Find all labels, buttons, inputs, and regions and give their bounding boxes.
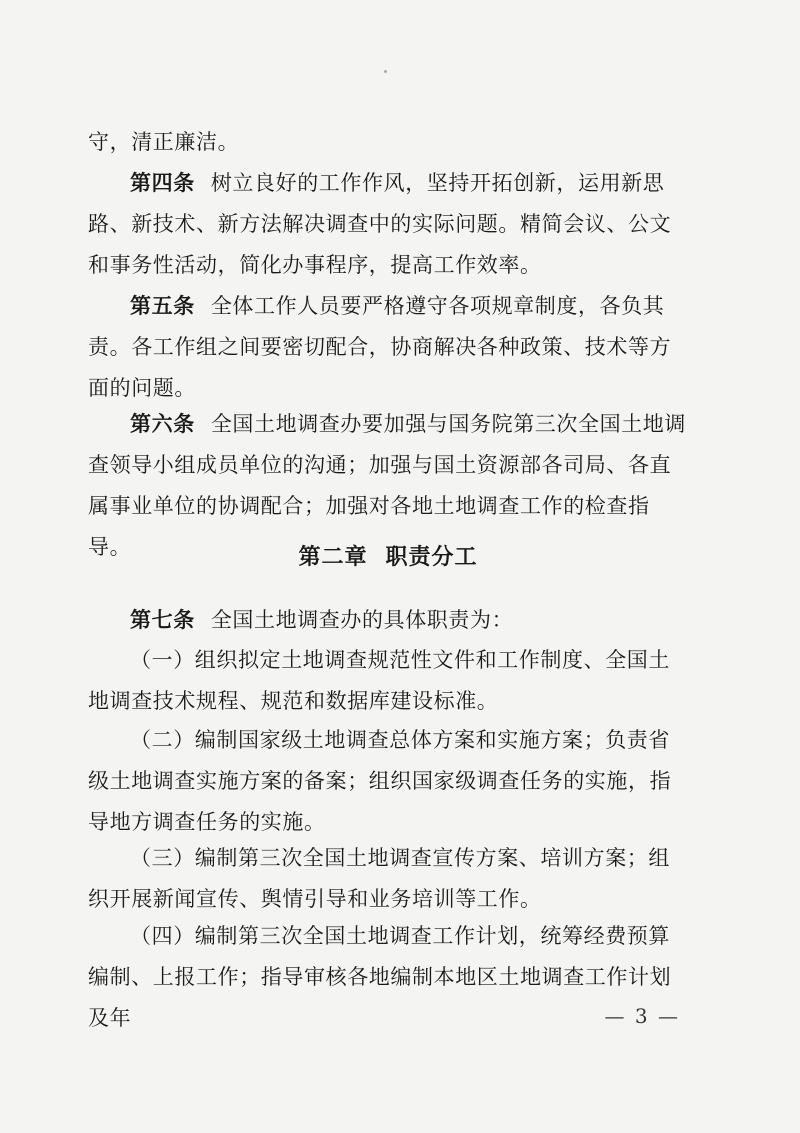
article-label: 第七条 bbox=[130, 608, 195, 632]
duty-item-1 bbox=[88, 640, 688, 722]
duty-item-2 bbox=[88, 720, 688, 843]
article-text: 树立良好的工作作风，坚持开拓创新，运用新思路、新技术、新方法解决调查中的实际问题。精简会议、公文和事务性活动，简化办事程序，提高工作效率。 bbox=[88, 171, 672, 277]
chapter-heading bbox=[88, 540, 688, 571]
duty-text: （一）组织拟定土地调查规范性文件和工作制度、全国土地调查技术规程、规范和数据库建设标准。 bbox=[88, 648, 670, 713]
duty-text: （二）编制国家级土地调查总体方案和实施方案；负责省级土地调查实施方案的备案；组织国家级调查任务的实施，指导地方调查任务的实施。 bbox=[88, 728, 672, 834]
article-label: 第六条 bbox=[130, 412, 195, 436]
scan-speck bbox=[384, 70, 387, 73]
article-label: 第四条 bbox=[130, 171, 195, 195]
duty-item-3 bbox=[88, 838, 688, 920]
article-7 bbox=[88, 600, 688, 641]
article-5 bbox=[88, 286, 688, 409]
article-text: 全国土地调查办的具体职责为： bbox=[210, 608, 514, 632]
paragraph-text: 守，清正廉洁。 bbox=[88, 130, 240, 154]
duty-text: （四）编制第三次全国土地调查工作计划，统筹经费预算编制、上报工作；指导审核各地编制本地区土地调查工作计划及年 bbox=[88, 924, 672, 1030]
chapter-title: 职责分工 bbox=[385, 545, 478, 570]
article-text: 全国土地调查办要加强与国务院第三次全国土地调查领导小组成员单位的沟通；加强与国土资源部各司局、各直属事业单位的协调配合；加强对各地土地调查工作的检查指导。 bbox=[88, 412, 687, 559]
duty-text: （三）编制第三次全国土地调查宣传方案、培训方案；组织开展新闻宣传、舆情引导和业务培训等工作。 bbox=[88, 846, 670, 911]
chapter-number: 第二章 bbox=[298, 545, 368, 570]
article-text: 全体工作人员要严格遵守各项规章制度，各负其责。各工作组之间要密切配合，协商解决各种政策、技术等方面的问题。 bbox=[88, 294, 672, 400]
article-label: 第五条 bbox=[130, 294, 195, 318]
paragraph-continuation bbox=[88, 122, 688, 163]
article-4 bbox=[88, 163, 688, 286]
page-number: — 3 — bbox=[604, 1004, 680, 1028]
